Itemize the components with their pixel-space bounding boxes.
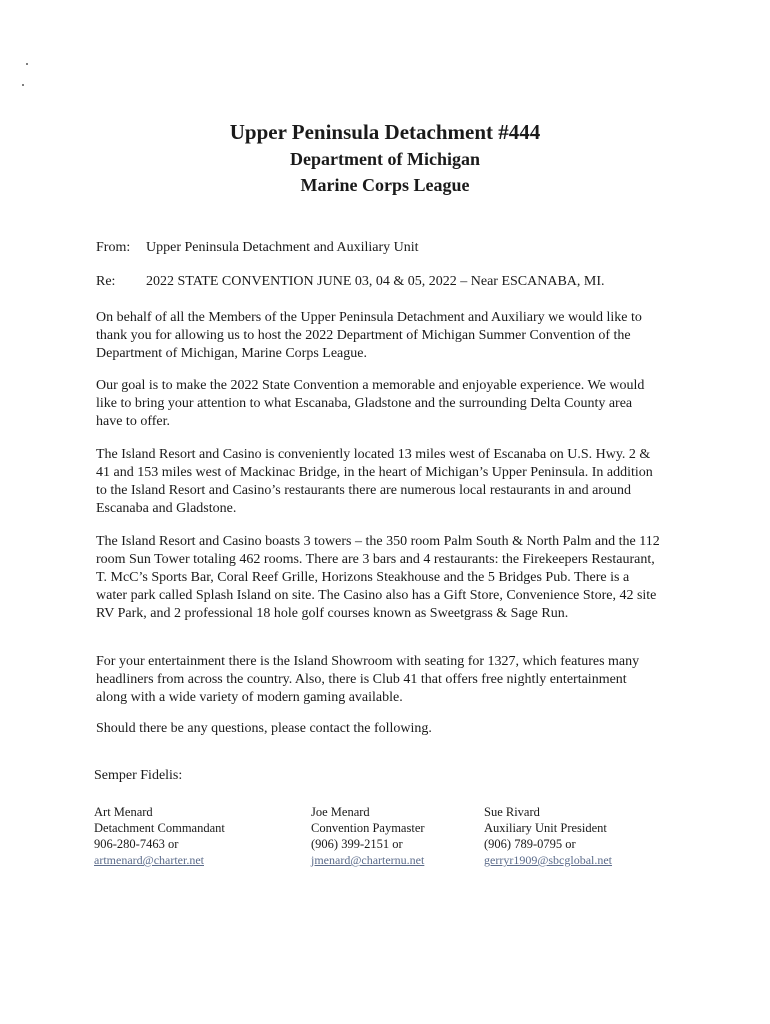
scan-speck — [22, 84, 24, 86]
contact-phone: (906) 789-0795 or — [484, 837, 576, 851]
from-label: From: — [96, 240, 131, 255]
paragraph-amenities: The Island Resort and Casino boasts 3 towers – the 350 room Palm South & North Palm and the 112 room Sun Tower totaling 462 rooms. There are 3 bars and 4 restaurants: the Firekeepers Restaurant, T. McC’s Sports Bar, Coral Reef Grille, Horizons Steakhouse and the 5 Bridges Pub. There is a water park called Splash Island on site. The Casino also has a Gift Store, Convenience Store, 42 site RV Park, and 2 professional 18 hole golf courses known as Sweetgrass & Sage Run. — [96, 534, 660, 621]
paragraph-questions: Should there be any questions, please contact the following. — [96, 721, 432, 736]
paragraph-location: The Island Resort and Casino is conveniently located 13 miles west of Escanaba on U.S. Hwy. 2 & 41 and 153 miles west of Mackinac Bridge, in the heart of Michigan’s Upper Peninsula. In addition to the Island Resort and Casino’s restaurants there are numerous local restaurants in and around Escanaba and Gladstone. — [96, 447, 653, 516]
contact-role: Detachment Commandant — [94, 821, 225, 835]
contact-role: Auxiliary Unit President — [484, 821, 607, 835]
contact-role: Convention Paymaster — [311, 821, 425, 835]
letterhead-title: Upper Peninsula Detachment #444 — [229, 120, 541, 144]
re-label: Re: — [96, 274, 116, 289]
letterhead-organization: Marine Corps League — [300, 175, 470, 195]
contact-name: Art Menard — [94, 805, 153, 819]
scan-speck — [26, 63, 28, 65]
contact-block — [94, 804, 225, 868]
re-line — [96, 273, 605, 291]
contact-name: Sue Rivard — [484, 805, 540, 819]
paragraph-thanks: On behalf of all the Members of the Upper Peninsula Detachment and Auxiliary we would like to thank you for allowing us to host the 2022 Department of Michigan Summer Convention of the Department of Michigan, Marine Corps League. — [96, 310, 642, 361]
contact-block — [311, 804, 425, 868]
letterhead-department: Department of Michigan — [290, 149, 480, 169]
paragraph-entertainment: For your entertainment there is the Island Showroom with seating for 1327, which features many headliners from across the country. Also, there is Club 41 that offers free nightly entertainment along with a wide variety of modern gaming available. — [96, 654, 640, 705]
contact-email-link[interactable]: jmenard@charternu.net — [311, 853, 425, 867]
paragraph-goal: Our goal is to make the 2022 State Convention a memorable and enjoyable experience. We would like to bring your attention to what Escanaba, Gladstone and the surrounding Delta County area have to offer. — [96, 378, 645, 429]
from-line — [96, 239, 419, 257]
from-value: Upper Peninsula Detachment and Auxiliary Unit — [146, 240, 419, 255]
re-value: 2022 STATE CONVENTION JUNE 03, 04 & 05, 2022 – Near ESCANABA, MI. — [146, 274, 605, 289]
contact-email-link[interactable]: artmenard@charter.net — [94, 853, 204, 867]
letterhead — [0, 118, 770, 198]
contact-email-link[interactable]: gerryr1909@sbcglobal.net — [484, 853, 613, 867]
contact-phone: (906) 399-2151 or — [311, 837, 403, 851]
contact-name: Joe Menard — [311, 805, 370, 819]
closing-salutation: Semper Fidelis: — [94, 768, 183, 783]
contact-block — [484, 804, 612, 868]
contact-phone: 906-280-7463 or — [94, 837, 179, 851]
